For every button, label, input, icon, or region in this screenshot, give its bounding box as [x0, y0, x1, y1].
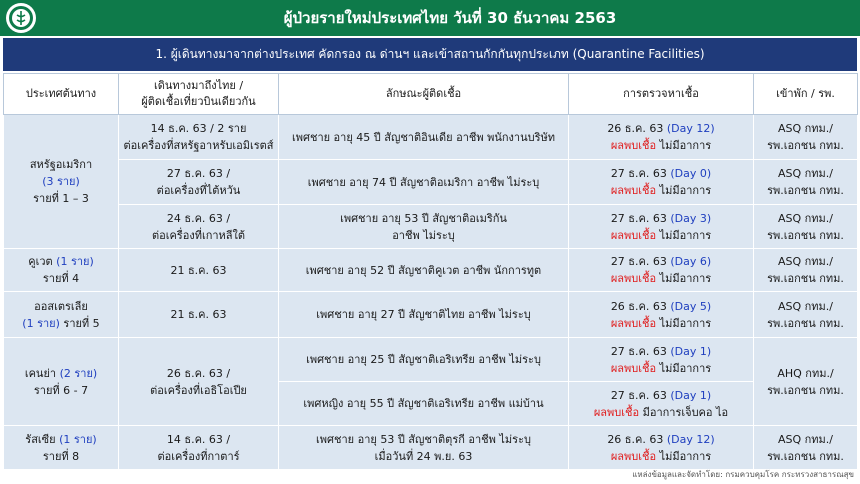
col-stay: เข้าพัก / รพ. — [754, 74, 858, 115]
arrival-cell: 14 ธ.ค. 63 / 2 ราย ต่อเครื่องที่สหรัฐอาหรับเอมิเรตส์ — [119, 115, 279, 160]
profile-cell: เพศชาย อายุ 27 ปี สัญชาติไทย อาชีพ ไม่ระบุ — [279, 292, 569, 338]
stay-cell: ASQ กทม./ รพ.เอกชน กทม. — [754, 205, 858, 249]
table-row — [4, 160, 858, 205]
profile-cell: เพศชาย อายุ 74 ปี สัญชาติอเมริกา อาชีพ ไม่ระบุ — [279, 160, 569, 205]
col-test: การตรวจหาเชื้อ — [569, 74, 754, 115]
profile-cell: เพศชาย อายุ 53 ปี สัญชาติตุรกี อาชีพ ไม่ระบุ เมื่อวันที่ 24 พ.ย. 63 — [279, 426, 569, 470]
profile-cell: เพศชาย อายุ 45 ปี สัญชาติอินเดีย อาชีพ พนักงานบริษัท — [279, 115, 569, 160]
profile-cell: เพศชาย อายุ 52 ปี สัญชาติคูเวต อาชีพ นักการทูต — [279, 249, 569, 292]
country-cell: รัสเซีย (1 ราย) รายที่ 8 — [4, 426, 119, 470]
stay-cell: ASQ กทม./ รพ.เอกชน กทม. — [754, 160, 858, 205]
col-country: ประเทศต้นทาง — [4, 74, 119, 115]
stay-cell: ASQ กทม./ รพ.เอกชน กทม. — [754, 426, 858, 470]
col-profile: ลักษณะผู้ติดเชื้อ — [279, 74, 569, 115]
country-cell: ออสเตรเลีย (1 ราย) รายที่ 5 — [4, 292, 119, 338]
table-row — [4, 115, 858, 160]
arrival-cell: 21 ธ.ค. 63 — [119, 292, 279, 338]
test-cell: 27 ธ.ค. 63 (Day 1) ผลพบเชื้อ ไม่มีอาการ — [569, 338, 754, 382]
profile-cell: เพศชาย อายุ 25 ปี สัญชาติเอริเทรีย อาชีพ ไม่ระบุ — [279, 338, 569, 382]
arrival-cell: 24 ธ.ค. 63 / ต่อเครื่องที่เกาหลีใต้ — [119, 205, 279, 249]
table-header-row — [4, 74, 858, 115]
table-row — [4, 292, 858, 338]
test-cell: 27 ธ.ค. 63 (Day 3) ผลพบเชื้อ ไม่มีอาการ — [569, 205, 754, 249]
arrival-cell: 26 ธ.ค. 63 / ต่อเครื่องที่เอธิโอเปีย — [119, 338, 279, 426]
top-banner — [0, 0, 860, 36]
stay-cell: AHQ กทม./ รพ.เอกชน กทม. — [754, 338, 858, 426]
table-row — [4, 249, 858, 292]
arrival-cell: 27 ธ.ค. 63 / ต่อเครื่องที่ไต้หวัน — [119, 160, 279, 205]
test-cell: 27 ธ.ค. 63 (Day 0) ผลพบเชื้อ ไม่มีอาการ — [569, 160, 754, 205]
source-footer: แหล่งข้อมูลและจัดทำโดย: กรมควบคุมโรค กระทรวงสาธารณสุข — [632, 470, 854, 479]
page-title: ผู้ป่วยรายใหม่ประเทศไทย วันที่ 30 ธันวาคม 2563 — [283, 9, 617, 27]
test-cell: 26 ธ.ค. 63 (Day 12) ผลพบเชื้อ ไม่มีอาการ — [569, 426, 754, 470]
arrival-cell: 21 ธ.ค. 63 — [119, 249, 279, 292]
profile-cell: เพศชาย อายุ 53 ปี สัญชาติอเมริกัน อาชีพ ไม่ระบุ — [279, 205, 569, 249]
profile-cell: เพศหญิง อายุ 55 ปี สัญชาติเอริเทรีย อาชีพ แม่บ้าน — [279, 382, 569, 426]
country-cell: คูเวต (1 ราย) รายที่ 4 — [4, 249, 119, 292]
stay-cell: ASQ กทม./ รพ.เอกชน กทม. — [754, 115, 858, 160]
stay-cell: ASQ กทม./ รพ.เอกชน กทม. — [754, 292, 858, 338]
test-cell: 26 ธ.ค. 63 (Day 5) ผลพบเชื้อ ไม่มีอาการ — [569, 292, 754, 338]
section-title: 1. ผู้เดินทางมาจากต่างประเทศ คัดกรอง ณ ด่านฯ และเข้าสถานกักกันทุกประเภท (Quarantine Facilities) — [3, 38, 857, 71]
arrival-cell: 14 ธ.ค. 63 / ต่อเครื่องที่กาตาร์ — [119, 426, 279, 470]
country-cell: สหรัฐอเมริกา (3 ราย) รายที่ 1 – 3 — [4, 115, 119, 249]
cases-table — [3, 73, 858, 470]
table-row — [4, 426, 858, 470]
test-cell: 27 ธ.ค. 63 (Day 1) ผลพบเชื้อ มีอาการเจ็บคอ ไอ — [569, 382, 754, 426]
country-cell: เคนย่า (2 ราย) รายที่ 6 - 7 — [4, 338, 119, 426]
table-row — [4, 338, 858, 382]
col-arrival: เดินทางมาถึงไทย / ผู้ติดเชื้อเที่ยวบินเดียวกัน — [119, 74, 279, 115]
moph-emblem-icon — [8, 5, 34, 31]
stay-cell: ASQ กทม./ รพ.เอกชน กทม. — [754, 249, 858, 292]
test-cell: 27 ธ.ค. 63 (Day 6) ผลพบเชื้อ ไม่มีอาการ — [569, 249, 754, 292]
table-row — [4, 205, 858, 249]
ministry-logo — [6, 3, 36, 33]
test-cell: 26 ธ.ค. 63 (Day 12) ผลพบเชื้อ ไม่มีอาการ — [569, 115, 754, 160]
